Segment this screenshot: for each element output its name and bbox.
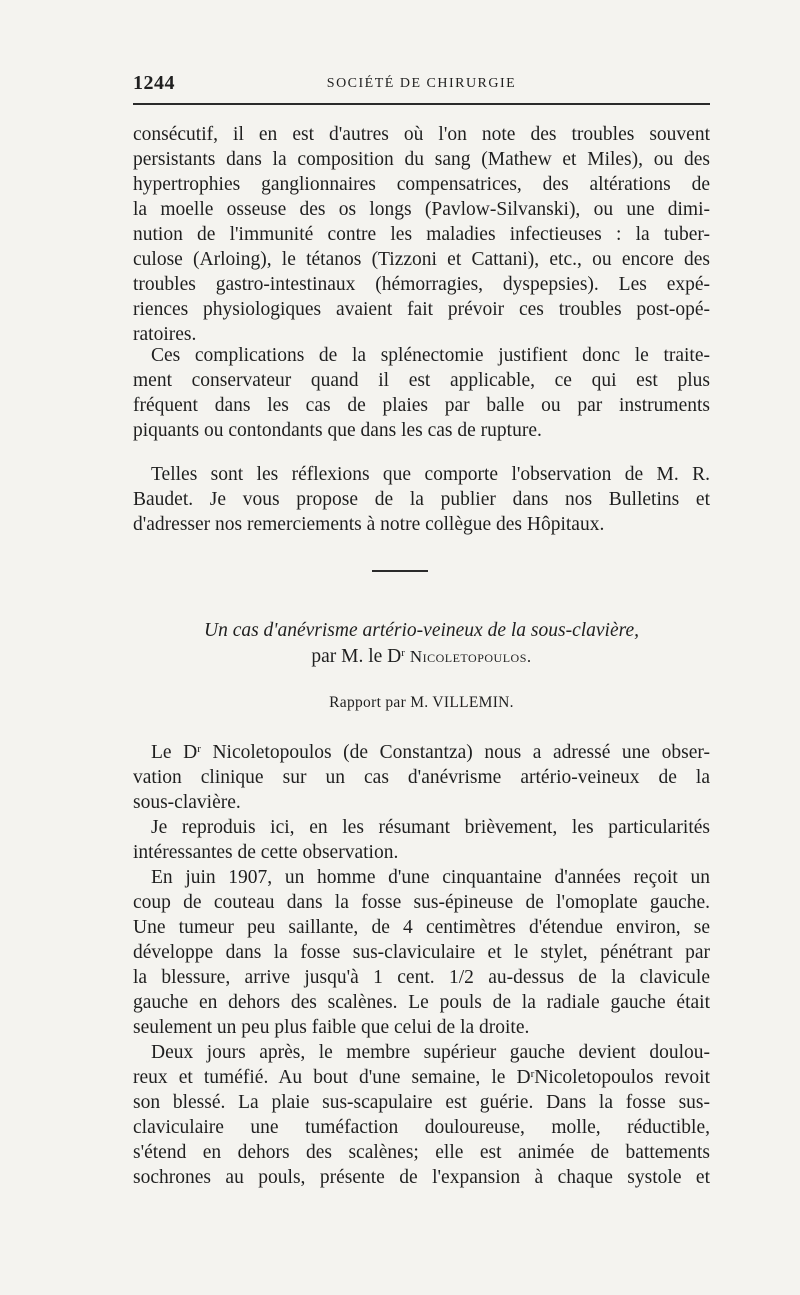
text-line: persistants dans la composition du sang (Mathew et Miles), ou des: [133, 149, 710, 170]
paragraph-complications: [133, 343, 710, 443]
text-line: consécutif, il en est d'autres où l'on note des troubles souvent: [133, 124, 710, 145]
page-header: [133, 66, 710, 96]
section-separator: [372, 570, 428, 572]
running-title: SOCIÉTÉ DE CHIRURGIE: [326, 76, 517, 91]
paragraph-continuation: [133, 122, 710, 347]
byline-sup: r: [401, 647, 405, 659]
p1-sup: r: [197, 743, 201, 755]
text-line: troubles gastro-intestinaux (hémorragies, dyspepsies). Les expé-: [133, 274, 710, 295]
text-line: nution de l'immunité contre les maladies infectieuses : la tuber-: [133, 224, 710, 245]
text-line: coup de couteau dans la fosse sus-épineuse de l'omoplate gauche.: [133, 892, 710, 913]
p4-line2-sup: r: [530, 1068, 535, 1080]
text-line: Une tumeur peu saillante, de 4 centimètres d'étendue environ, se: [133, 917, 710, 938]
article-title: Un cas d'anévrisme artério-veineux de la sous-clavière,: [203, 620, 640, 641]
article-body: [133, 740, 710, 1190]
paragraph-conclusion: [133, 462, 710, 537]
text-line: [133, 1065, 710, 1090]
text-line: [133, 740, 710, 765]
text-line: Je reproduis ici, en les résumant brièvement, les particularités: [151, 817, 710, 838]
p1-rest: Nicoletopoulos (de Constantza) nous a adressé une obser-: [200, 742, 710, 763]
article-byline: [133, 644, 710, 669]
text-line: sochrones au pouls, présente de l'expansion à chaque systole et: [133, 1167, 710, 1188]
rapport-line: Rapport par M. VILLEMIN.: [329, 694, 514, 711]
text-line: son blessé. La plaie sus-scapulaire est guérie. Dans la fosse sus-: [133, 1092, 710, 1113]
text-line: d'adresser nos remerciements à notre collègue des Hôpitaux.: [133, 514, 605, 535]
byline-prefix: par M. le D: [311, 646, 402, 667]
text-line: ratoires.: [133, 324, 197, 345]
text-line: Ces complications de la splénectomie justifient donc le traite-: [151, 345, 710, 366]
text-line: En juin 1907, un homme d'une cinquantaine d'années reçoit un: [151, 867, 710, 888]
text-line: claviculaire une tuméfaction douloureuse, molle, réductible,: [133, 1117, 710, 1138]
text-line: culose (Arloing), le tétanos (Tizzoni et Cattani), etc., ou encore des: [133, 249, 710, 270]
text-line: s'étend en dehors des scalènes; elle est animée de battements: [133, 1142, 710, 1163]
text-line: sous-clavière.: [133, 792, 241, 813]
text-line: Baudet. Je vous propose de la publier dans nos Bulletins et: [133, 489, 710, 510]
text-line: ment conservateur quand il est applicable, ce qui est plus: [133, 370, 710, 391]
text-line: hypertrophies ganglionnaires compensatrices, des altérations de: [133, 174, 710, 195]
text-line: gauche en dehors des scalènes. Le pouls de la radiale gauche était: [133, 992, 710, 1013]
text-line: riences physiologiques avaient fait prévoir ces troubles post-opé-: [133, 299, 710, 320]
p4-line2-a: reux et tuméfié. Au bout d'une semaine, le D: [133, 1067, 531, 1088]
text-line: intéressantes de cette observation.: [133, 842, 399, 863]
p1-start: Le D: [151, 742, 198, 763]
text-line: fréquent dans les cas de plaies par balle ou par instruments: [133, 395, 710, 416]
byline-author: Nicoletopoulos.: [409, 647, 532, 666]
page-number: 1244: [133, 72, 175, 94]
p4-line2-b: Nicoletopoulos revoit: [534, 1067, 711, 1088]
text-line: développe dans la fosse sus-claviculaire et le stylet, pénétrant par: [133, 942, 710, 963]
text-line: la moelle osseuse des os longs (Pavlow-Silvanski), ou une dimi-: [133, 199, 710, 220]
header-rule: [133, 103, 710, 105]
text-line: la blessure, arrive jusqu'à 1 cent. 1/2 au-dessus de la clavicule: [133, 967, 710, 988]
text-line: piquants ou contondants que dans les cas de rupture.: [133, 420, 542, 441]
text-line: seulement un peu plus faible que celui de la droite.: [133, 1017, 530, 1038]
text-line: Telles sont les réflexions que comporte l'observation de M. R.: [151, 464, 710, 485]
text-line: vation clinique sur un cas d'anévrisme artério-veineux de la: [133, 767, 710, 788]
text-line: Deux jours après, le membre supérieur gauche devient doulou-: [151, 1042, 710, 1063]
